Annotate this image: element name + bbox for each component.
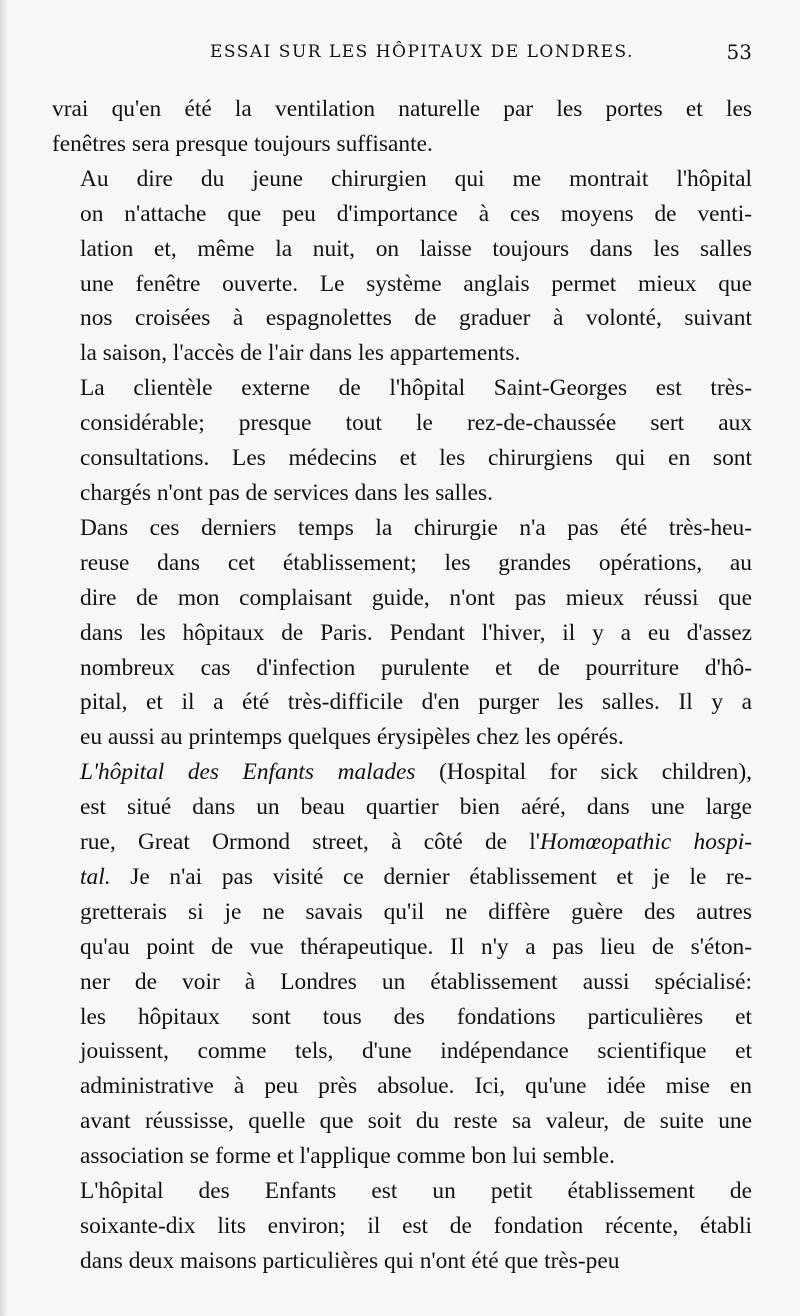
text-line: ner de voir à Londres un établissement aussi spécialisé: xyxy=(80,968,752,995)
text-line: nos croisées à espagnolettes de graduer à volonté, suivant xyxy=(80,305,752,332)
text-line: qu'au point de vue thérapeutique. Il n'y a pas lieu de s'éton- xyxy=(80,933,752,960)
paragraph xyxy=(52,92,752,162)
text-line: administrative à peu près absolue. Ici, qu'une idée mise en xyxy=(80,1073,752,1100)
text-line: eu aussi au printemps quelques érysipèles chez les opérés. xyxy=(80,724,624,751)
text-line: pital, et il a été très-difficile d'en purger les salles. Il y a xyxy=(80,689,752,716)
text-line: chargés n'ont pas de services dans les salles. xyxy=(80,479,494,506)
paragraph xyxy=(52,755,752,1174)
paragraph xyxy=(52,371,752,511)
text-line: reuse dans cet établissement; les grandes opérations, au xyxy=(80,549,752,576)
page-header xyxy=(52,42,752,72)
text-line: rue, Great Ormond street, à côté de l'Homœopathic hospi- xyxy=(80,829,752,856)
text-line: avant réussisse, quelle que soit du reste sa valeur, de suite une xyxy=(80,1108,752,1135)
running-title: ESSAI SUR LES HÔPITAUX DE LONDRES. xyxy=(210,42,634,62)
text-line: fenêtres sera presque toujours suffisante. xyxy=(52,130,433,157)
text-line: les hôpitaux sont tous des fondations particulières et xyxy=(80,1003,752,1030)
text-line: L'hôpital des Enfants est un petit établissement de xyxy=(80,1178,752,1205)
page-number: 53 xyxy=(726,40,752,64)
text-line: gretterais si je ne savais qu'il ne diffère guère des autres xyxy=(80,898,752,925)
text-line: consultations. Les médecins et les chirurgiens qui en sont xyxy=(80,445,752,472)
text-line: vrai qu'en été la ventilation naturelle par les portes et les xyxy=(52,96,752,122)
paragraph xyxy=(52,1174,752,1279)
text-line: dire de mon complaisant guide, n'ont pas mieux réussi que xyxy=(80,584,752,611)
text-line: Au dire du jeune chirurgien qui me montrait l'hôpital xyxy=(80,165,752,192)
text-line: La clientèle externe de l'hôpital Saint-Georges est très- xyxy=(80,375,752,402)
text-line: lation et, même la nuit, on laisse toujours dans les salles xyxy=(80,235,752,262)
text-line: jouissent, comme tels, d'une indépendance scientifique et xyxy=(80,1038,752,1065)
text-line: considérable; presque tout le rez-de-chaussée sert aux xyxy=(80,410,752,437)
paragraph xyxy=(52,162,752,371)
text-line: est situé dans un beau quartier bien aéré, dans une large xyxy=(80,794,752,821)
text-line: une fenêtre ouverte. Le système anglais permet mieux que xyxy=(80,270,752,297)
text-line: L'hôpital des Enfants malades (Hospital for sick children), xyxy=(80,759,753,786)
text-line: soixante-dix lits environ; il est de fondation récente, établi xyxy=(80,1213,752,1239)
text-line: Dans ces derniers temps la chirurgie n'a pas été très-heu- xyxy=(80,514,752,541)
text-line: dans deux maisons particulières qui n'ont été que très-peu xyxy=(80,1247,620,1274)
text-line: la saison, l'accès de l'air dans les appartements. xyxy=(80,340,521,367)
scan-gutter-shadow xyxy=(0,0,8,1316)
text-line: nombreux cas d'infection purulente et de pourriture d'hô- xyxy=(80,654,752,681)
text-line: tal. Je n'ai pas visité ce dernier établissement et je le re- xyxy=(80,863,752,890)
body-text xyxy=(52,92,752,1279)
text-line: on n'attache que peu d'importance à ces moyens de venti- xyxy=(80,200,752,227)
text-line: dans les hôpitaux de Paris. Pendant l'hiver, il y a eu d'assez xyxy=(80,619,752,646)
paragraph xyxy=(52,511,752,755)
text-line: association se forme et l'applique comme bon lui semble. xyxy=(80,1143,615,1170)
